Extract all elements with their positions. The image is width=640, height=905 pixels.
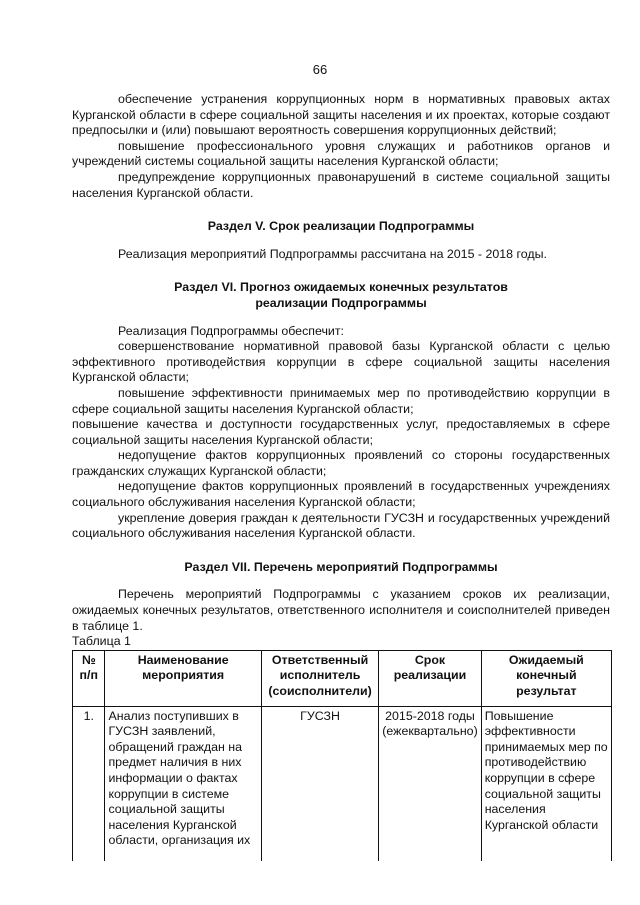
row-term: 2015-2018 годы (ежеквартально): [379, 706, 481, 861]
table-caption: Таблица 1: [72, 634, 131, 649]
section-7-title: Раздел VII. Перечень мероприятий Подпрограммы: [184, 559, 498, 574]
page-number: 66: [312, 62, 328, 77]
table-row: [73, 706, 612, 861]
intro-paragraph: обеспечение устранения коррупционных норм в нормативных правовых актах Курганской области в сфере социальной защиты населения и их проектах, которые создают предпосылки и (или) повышают вероятность совершения коррупционных действий;: [72, 92, 610, 138]
section-6-item: укрепление доверия граждан к деятельности ГУСЗН и государственных учреждений социального обслуживания населения Курганской области.: [72, 510, 610, 541]
section-6-item: повышение эффективности принимаемых мер по противодействию коррупции в сфере социальной защиты населения Курганской области;: [72, 385, 610, 416]
intro-paragraph: предупреждение коррупционных правонарушений в системе социальной защиты населения Курганской области.: [72, 169, 610, 200]
section-6-item: совершенствование нормативной правовой базы Курганской области с целью эффективного противодействия коррупции в сфере социальной защиты населения Курганской области;: [72, 339, 610, 385]
section-5-text: Реализация мероприятий Подпрограммы рассчитана на 2015 - 2018 годы.: [118, 246, 547, 261]
intro-paragraph: повышение профессионального уровня служащих и работников органов и учреждений системы социальной защиты населения Курганской области;: [72, 138, 610, 169]
section-6-lead: Реализация Подпрограммы обеспечит:: [118, 323, 344, 338]
section-5-title: Раздел V. Срок реализации Подпрограммы: [207, 219, 475, 234]
section-7-text: Перечень мероприятий Подпрограммы с указанием сроков их реализации, ожидаемых конечных результатов, ответственного исполнителя и соисполнителей приведен в таблице 1.: [72, 587, 610, 633]
document-body: [72, 92, 610, 861]
section-6-item: повышение качества и доступности государственных услуг, предоставляемых в сфере социальной защиты населения Курганской области;: [72, 417, 610, 447]
table-header-row: [73, 650, 612, 706]
section-6-title-line2: реализации Подпрограммы: [255, 295, 427, 310]
header-result: Ожидаемый конечный результат: [481, 650, 611, 706]
row-executor: ГУСЗН: [261, 706, 378, 861]
measures-table: [72, 650, 612, 861]
header-executor: Ответственный исполнитель (соисполнители): [261, 650, 378, 706]
row-num: 1.: [73, 706, 105, 861]
section-6-title-line1: Раздел VI. Прогноз ожидаемых конечных результатов: [174, 280, 508, 295]
section-6-item: недопущение фактов коррупционных проявлений в государственных учреждениях социального обслуживания населения Курганской области;: [72, 479, 610, 510]
header-num: № п/п: [73, 650, 105, 706]
header-term: Срок реализации: [379, 650, 481, 706]
section-6-item: недопущение фактов коррупционных проявлений со стороны государственных гражданских служащих Курганской области;: [72, 448, 610, 478]
row-result: Повышение эффективности принимаемых мер по противодействию коррупции в сфере социальной защиты населения Курганской области: [481, 706, 611, 861]
row-name: Анализ поступивших в ГУСЗН заявлений, обращений граждан на предмет наличия в них информации о фактах коррупции в системе социальной защиты населения Курганской области, организация их: [105, 706, 261, 861]
header-name: Наименование мероприятия: [105, 650, 261, 706]
